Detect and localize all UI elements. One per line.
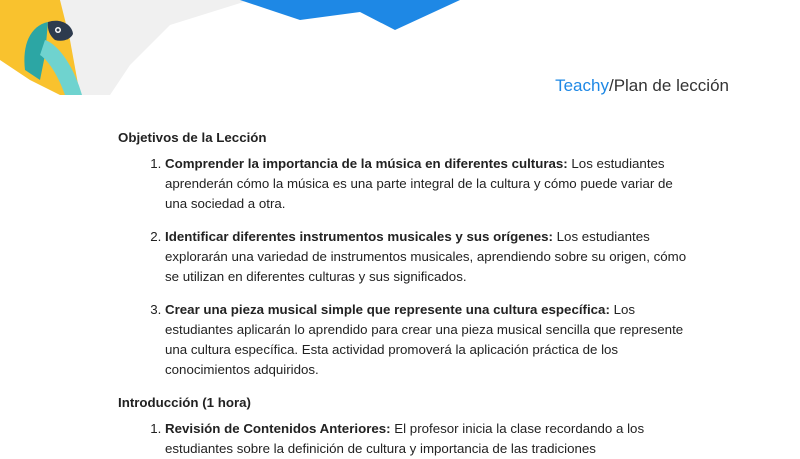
list-item	[165, 227, 688, 287]
lesson-content	[118, 128, 688, 459]
item-text: Los estudiantes aplicarán lo aprendido para crear una pieza musical sencilla que represente una cultura específica. Esta actividad promoverá la aplicación práctica de los conocimientos adquiridos.	[165, 302, 684, 377]
introduction-heading: Introducción (1 hora)	[118, 395, 251, 410]
item-text: Los estudiantes aprenderán cómo la música es una parte integral de la cultura y cómo puede variar de una sociedad a otra.	[165, 156, 673, 211]
introduction-list	[118, 419, 688, 459]
blue-shape	[240, 0, 460, 30]
list-item	[165, 300, 688, 380]
item-title: Identificar diferentes instrumentos musicales y sus orígenes:	[165, 229, 553, 244]
gray-shape	[60, 0, 250, 95]
item-title: Crear una pieza musical simple que represente una cultura específica:	[165, 302, 610, 317]
breadcrumb-separator: /	[608, 76, 614, 95]
list-item	[165, 419, 688, 459]
item-text: Los estudiantes explorarán una variedad de instrumentos musicales, aprendiendo sobre su origen, cómo se utilizan en diferentes culturas y sus significados.	[165, 229, 687, 284]
brand-link[interactable]: Teachy	[555, 76, 609, 95]
item-title: Revisión de Contenidos Anteriores:	[165, 421, 391, 436]
item-text: El profesor inicia la clase recordando a los estudiantes sobre la definición de cultura y importancia de las tradiciones	[165, 421, 645, 456]
breadcrumb	[555, 76, 729, 96]
item-title: Comprender la importancia de la música en diferentes culturas:	[165, 156, 568, 171]
objectives-list	[118, 154, 688, 380]
introduction-section	[118, 393, 688, 459]
breadcrumb-current: Plan de lección	[613, 76, 729, 95]
objectives-heading: Objetivos de la Lección	[118, 130, 267, 145]
list-item	[165, 154, 688, 214]
